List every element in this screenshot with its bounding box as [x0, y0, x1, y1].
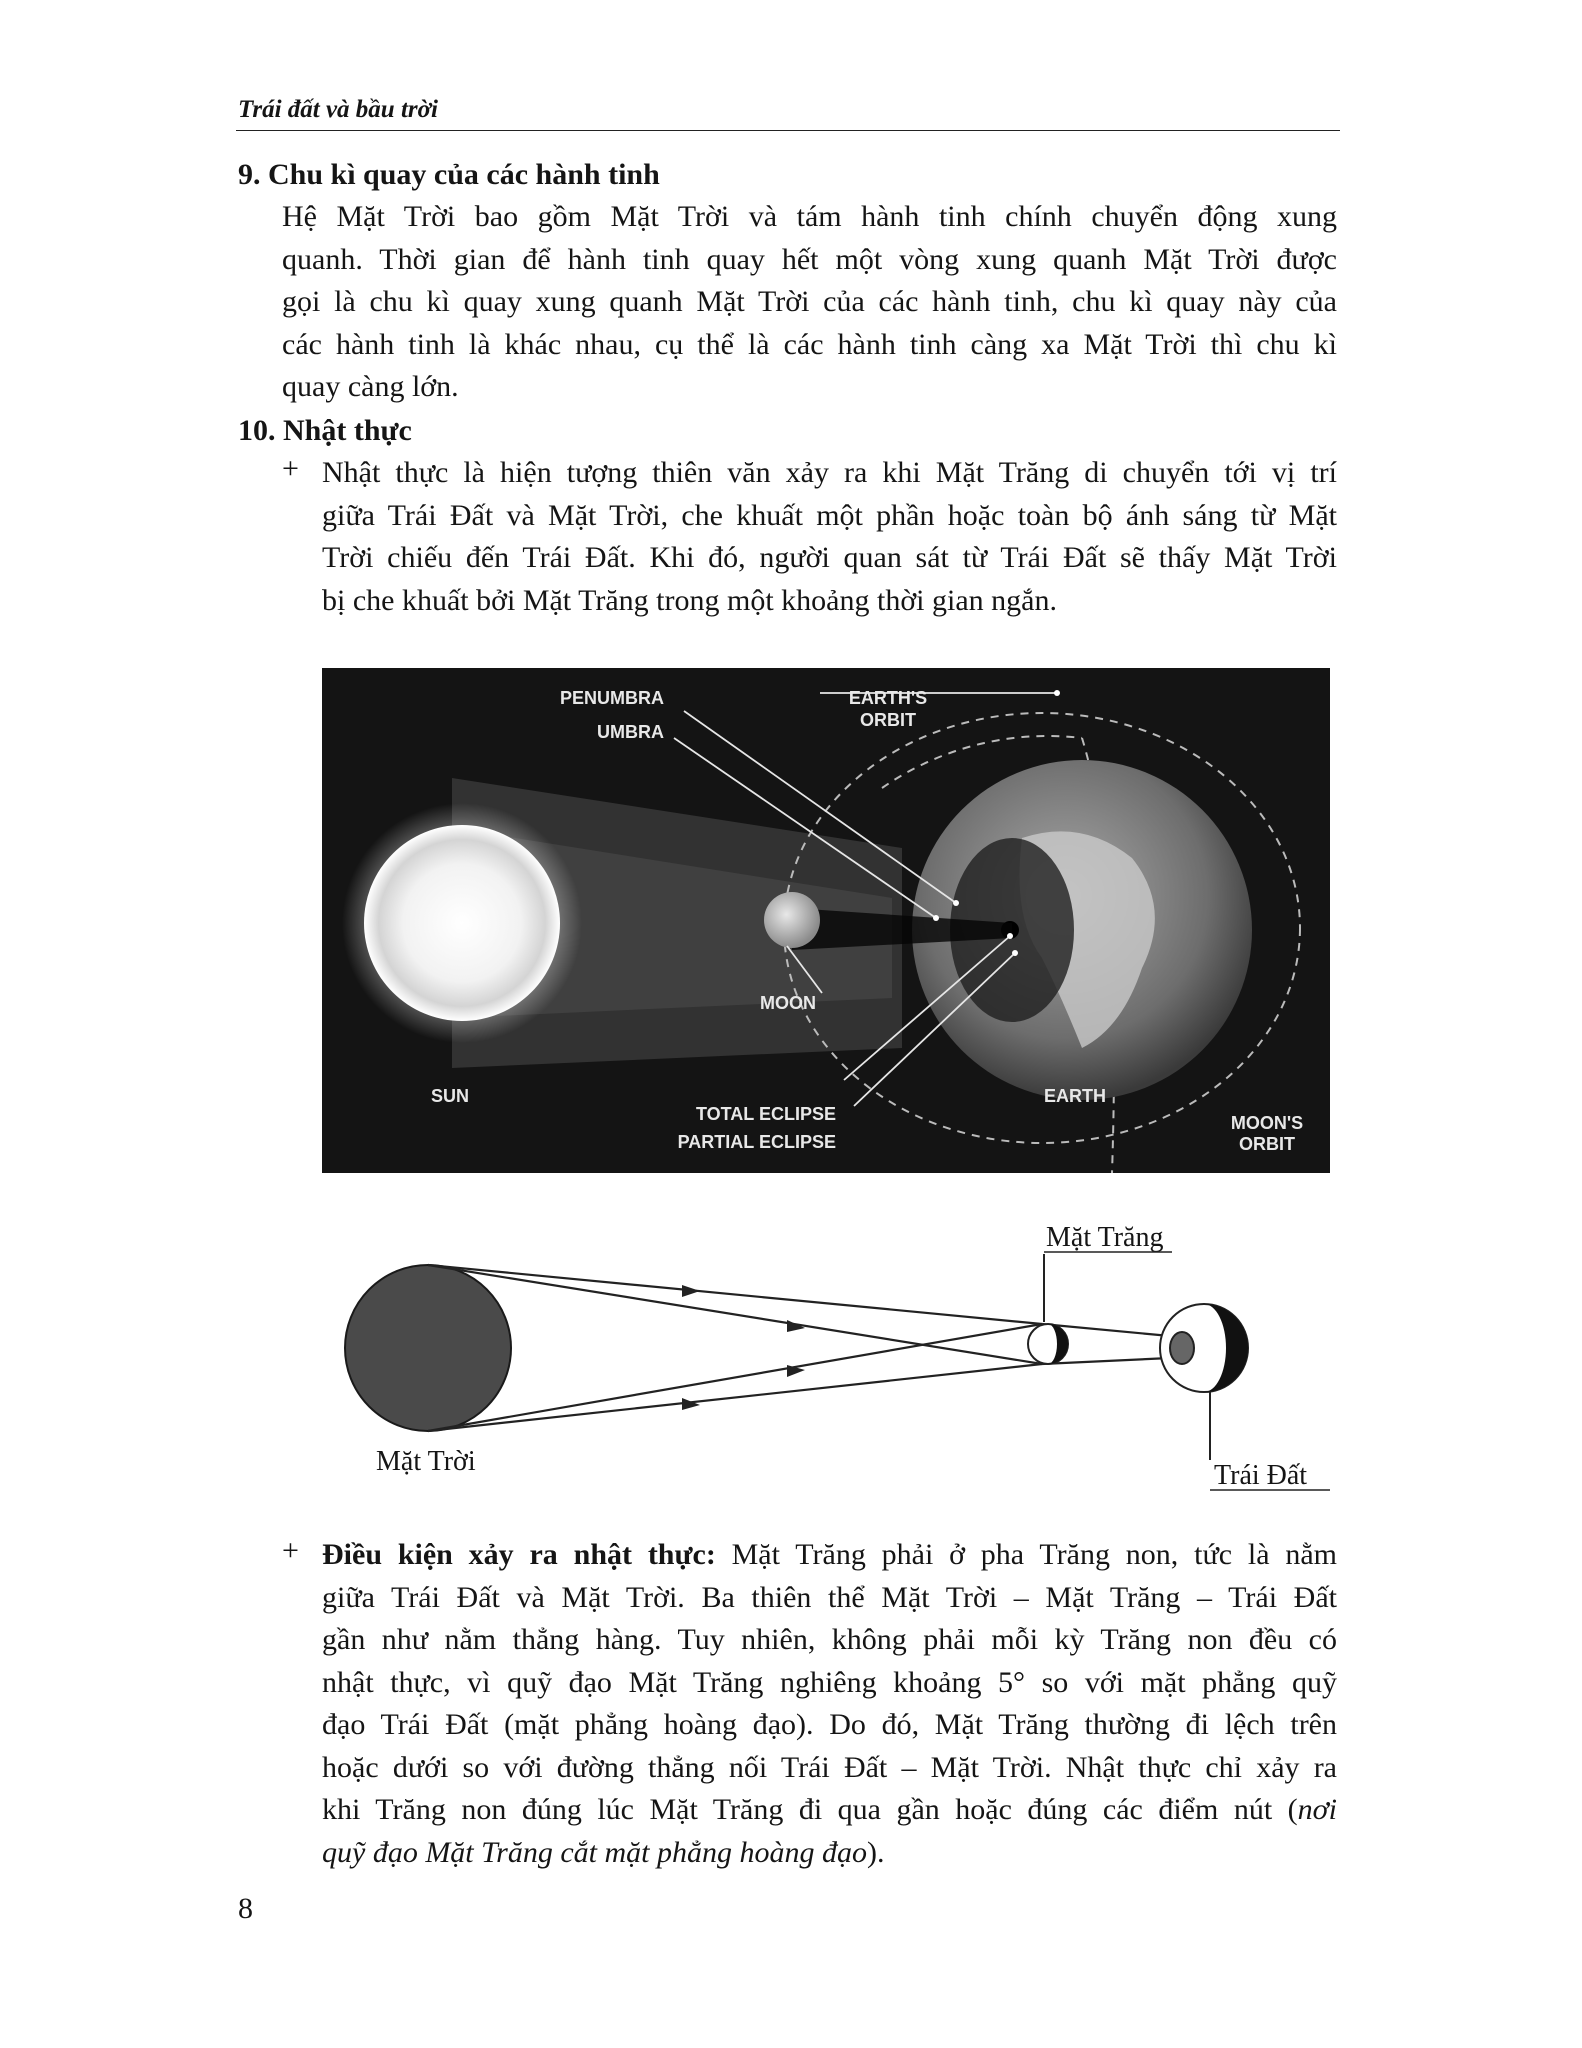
paragraph-line: gần như nằm thẳng hàng. Tuy nhiên, không phải mỗi kỳ Trăng non đều có [322, 1623, 1337, 1656]
earth-diagram-label: Trái Đất [1214, 1460, 1308, 1491]
moon-icon [764, 892, 820, 948]
solar-eclipse-illustration [322, 668, 1330, 1173]
paragraph-line [322, 1789, 1337, 1832]
page-number: 8 [238, 1892, 253, 1925]
running-header: Trái đất và bầu trời [238, 96, 438, 123]
paragraph-line: bị che khuất bởi Mặt Trăng trong một khoảng thời gian ngắn. [322, 583, 1057, 617]
umbra-label: UMBRA [597, 722, 664, 742]
moons-orbit-label-line1: MOON'S [1230, 1113, 1304, 1133]
paragraph-line: giữa Trái Đất và Mặt Trời, che khuất một phần hoặc toàn bộ ánh sáng từ Mặt [322, 498, 1337, 532]
sun-icon [364, 825, 560, 1021]
eclipse-illustration-svg [322, 668, 1330, 1173]
partial-eclipse-label: PARTIAL ECLIPSE [677, 1132, 836, 1152]
moons-orbit-label-line2: ORBIT [1239, 1134, 1295, 1154]
sun-label: SUN [430, 1086, 470, 1106]
node-definition-italic-start: nơi [1297, 1793, 1337, 1826]
paragraph-line: nhật thực, vì quỹ đạo Mặt Trăng nghiêng khoảng 5° so với mặt phẳng quỹ [322, 1665, 1337, 1699]
section-9-heading: 9. Chu kì quay của các hành tinh [238, 158, 660, 191]
bullet-marker: + [282, 1534, 299, 1567]
paragraph-line: đạo Trái Đất (mặt phẳng hoàng đạo). Do đó, Mặt Trăng thường đi lệch trên [322, 1708, 1337, 1741]
earths-orbit-label-line2: ORBIT [860, 710, 916, 730]
total-eclipse-label: TOTAL ECLIPSE [695, 1104, 836, 1124]
paragraph-line: Nhật thực là hiện tượng thiên văn xảy ra khi Mặt Trăng di chuyển tới vị trí [322, 456, 1337, 489]
eclipse-geometry-svg [330, 1210, 1340, 1510]
conditions-bold-lead: Điều kiện xảy ra nhật thực: [322, 1538, 716, 1571]
conditions-line-rest: Mặt Trăng phải ở pha Trăng non, tức là nằm [715, 1538, 1337, 1571]
paragraph-line: quanh. Thời gian để hành tinh quay hết một vòng xung quanh Mặt Trời được [282, 242, 1337, 276]
section-10-heading: 10. Nhật thực [238, 414, 412, 447]
paragraph-line: hoặc dưới so với đường thẳng nối Trái Đất – Mặt Trời. Nhật thực chỉ xảy ra [322, 1750, 1337, 1784]
earths-orbit-label-line1: EARTH'S [848, 688, 928, 708]
paragraph-line: giữa Trái Đất và Mặt Trời. Ba thiên thể Mặt Trời – Mặt Trăng – Trái Đất [322, 1580, 1337, 1614]
sun-diagram-label: Mặt Trời [376, 1446, 476, 1477]
paragraph-line: Trời chiếu đến Trái Đất. Khi đó, người quan sát từ Trái Đất sẽ thấy Mặt Trời [322, 541, 1337, 574]
sun-disc-icon [345, 1265, 511, 1431]
paragraph-line: quay càng lớn. [282, 370, 459, 403]
header-rule [236, 130, 1340, 131]
node-definition-italic: quỹ đạo Mặt Trăng cắt mặt phẳng hoàng đạo [322, 1835, 867, 1869]
bullet-marker: + [282, 452, 299, 485]
paragraph-line: gọi là chu kì quay xung quanh Mặt Trời của các hành tinh, chu kì quay này của [282, 285, 1337, 318]
paragraph-line: Hệ Mặt Trời bao gồm Mặt Trời và tám hành tinh chính chuyển động xung [282, 200, 1337, 233]
paragraph-line [322, 1832, 1337, 1875]
eclipse-conditions-paragraph [322, 1534, 1337, 1874]
moon-label: MOON [760, 993, 816, 1013]
eclipse-shadow-spot [1170, 1332, 1194, 1364]
eclipse-geometry-diagram [330, 1210, 1340, 1510]
moon-diagram-label: Mặt Trăng [1046, 1222, 1164, 1253]
earth-label: EARTH [1044, 1086, 1106, 1106]
penumbra-label: PENUMBRA [559, 688, 664, 708]
paragraph-line: các hành tinh là khác nhau, cụ thể là các hành tinh càng xa Mặt Trời thì chu kì [282, 327, 1337, 361]
paragraph-line [322, 1534, 1337, 1577]
conditions-line-seven: khi Trăng non đúng lúc Mặt Trăng đi qua gần hoặc đúng các điểm nút ( [322, 1793, 1298, 1826]
section-9-paragraph [282, 196, 1337, 409]
conditions-line-end: ). [867, 1835, 885, 1869]
eclipse-definition-paragraph [322, 452, 1337, 622]
